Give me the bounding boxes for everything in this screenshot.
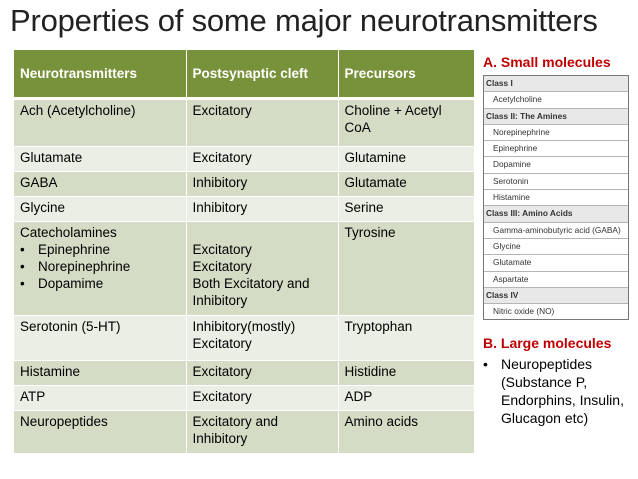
small-molecules-class-table xyxy=(483,75,629,320)
page-title: Properties of some major neurotransmitters xyxy=(10,3,598,38)
class-item: Gamma-aminobutyric acid (GABA) xyxy=(484,223,628,239)
class-item: Nitric oxide (NO) xyxy=(484,304,628,319)
list-item: Neuropeptides (Substance P, Endorphins, Insulin, Glucagon etc) xyxy=(501,356,624,426)
catecholamines-list xyxy=(20,241,180,292)
class-heading: Class II: The Amines xyxy=(484,109,628,125)
class-heading: Class III: Amino Acids xyxy=(484,206,628,222)
cell-effect: Excitatory xyxy=(186,386,338,411)
large-molecules-heading: B. Large molecules xyxy=(483,335,612,351)
cell-effect: Excitatory xyxy=(186,147,338,172)
table-row xyxy=(14,197,474,222)
effect-line: Both Excitatory and Inhibitory xyxy=(192,276,310,308)
list-item: • Epinephrine xyxy=(20,241,180,258)
column-header-postsynaptic-cleft: Postsynaptic cleft xyxy=(186,50,338,99)
table-header-row xyxy=(14,50,474,99)
column-header-neurotransmitters: Neurotransmitters xyxy=(14,50,186,99)
class-item: Histamine xyxy=(484,190,628,206)
cell-neurotransmitter: Neuropeptides xyxy=(14,411,186,454)
cell-effect: Inhibitory xyxy=(186,172,338,197)
cell-neurotransmitter: Ach (Acetylcholine) xyxy=(14,99,186,147)
large-molecules-list xyxy=(483,355,638,427)
cell-effect: Excitatory and Inhibitory xyxy=(186,411,338,454)
effect-line: Excitatory xyxy=(192,259,252,274)
table-row xyxy=(14,172,474,197)
cell-precursor: Tryptophan xyxy=(338,316,474,361)
table-row xyxy=(14,386,474,411)
class-item: Aspartate xyxy=(484,272,628,288)
bullet-glyph: • xyxy=(483,356,488,372)
cell-precursor: ADP xyxy=(338,386,474,411)
cell-neurotransmitter: Histamine xyxy=(14,361,186,386)
table-row xyxy=(14,99,474,147)
cell-effect: Inhibitory(mostly) Excitatory xyxy=(186,316,338,361)
class-item: Dopamine xyxy=(484,157,628,173)
cell-precursor: Glutamate xyxy=(338,172,474,197)
cell-precursor: Histidine xyxy=(338,361,474,386)
class-item: Serotonin xyxy=(484,174,628,190)
class-item: Acetylcholine xyxy=(484,92,628,108)
cell-precursor: Serine xyxy=(338,197,474,222)
cell-neurotransmitter xyxy=(14,222,186,316)
table-row xyxy=(14,361,474,386)
table-row xyxy=(14,222,474,316)
cell-precursor: Glutamine xyxy=(338,147,474,172)
cell-neurotransmitter: Glutamate xyxy=(14,147,186,172)
table-row xyxy=(14,147,474,172)
cell-neurotransmitter: ATP xyxy=(14,386,186,411)
small-molecules-heading: A. Small molecules xyxy=(483,54,611,70)
list-item: • Dopamime xyxy=(20,275,180,292)
table-row xyxy=(14,411,474,454)
cell-effect: Excitatory xyxy=(186,361,338,386)
neurotransmitter-table xyxy=(14,50,474,454)
class-heading: Class IV xyxy=(484,288,628,304)
class-heading: Class I xyxy=(484,76,628,92)
table-row xyxy=(14,316,474,361)
cell-effect xyxy=(186,222,338,316)
catecholamines-label: Catecholamines xyxy=(20,225,117,240)
class-item: Epinephrine xyxy=(484,141,628,157)
class-item: Glutamate xyxy=(484,255,628,271)
class-item: Glycine xyxy=(484,239,628,255)
cell-precursor: Amino acids xyxy=(338,411,474,454)
cell-neurotransmitter: Glycine xyxy=(14,197,186,222)
effect-line: Excitatory xyxy=(192,242,252,257)
column-header-precursors: Precursors xyxy=(338,50,474,99)
cell-precursor: Tyrosine xyxy=(338,222,474,316)
cell-neurotransmitter: GABA xyxy=(14,172,186,197)
class-item: Norepinephrine xyxy=(484,125,628,141)
cell-neurotransmitter: Serotonin (5-HT) xyxy=(14,316,186,361)
cell-effect: Excitatory xyxy=(186,99,338,147)
cell-effect: Inhibitory xyxy=(186,197,338,222)
cell-precursor: Choline + Acetyl CoA xyxy=(338,99,474,147)
list-item: • Norepinephrine xyxy=(20,258,180,275)
